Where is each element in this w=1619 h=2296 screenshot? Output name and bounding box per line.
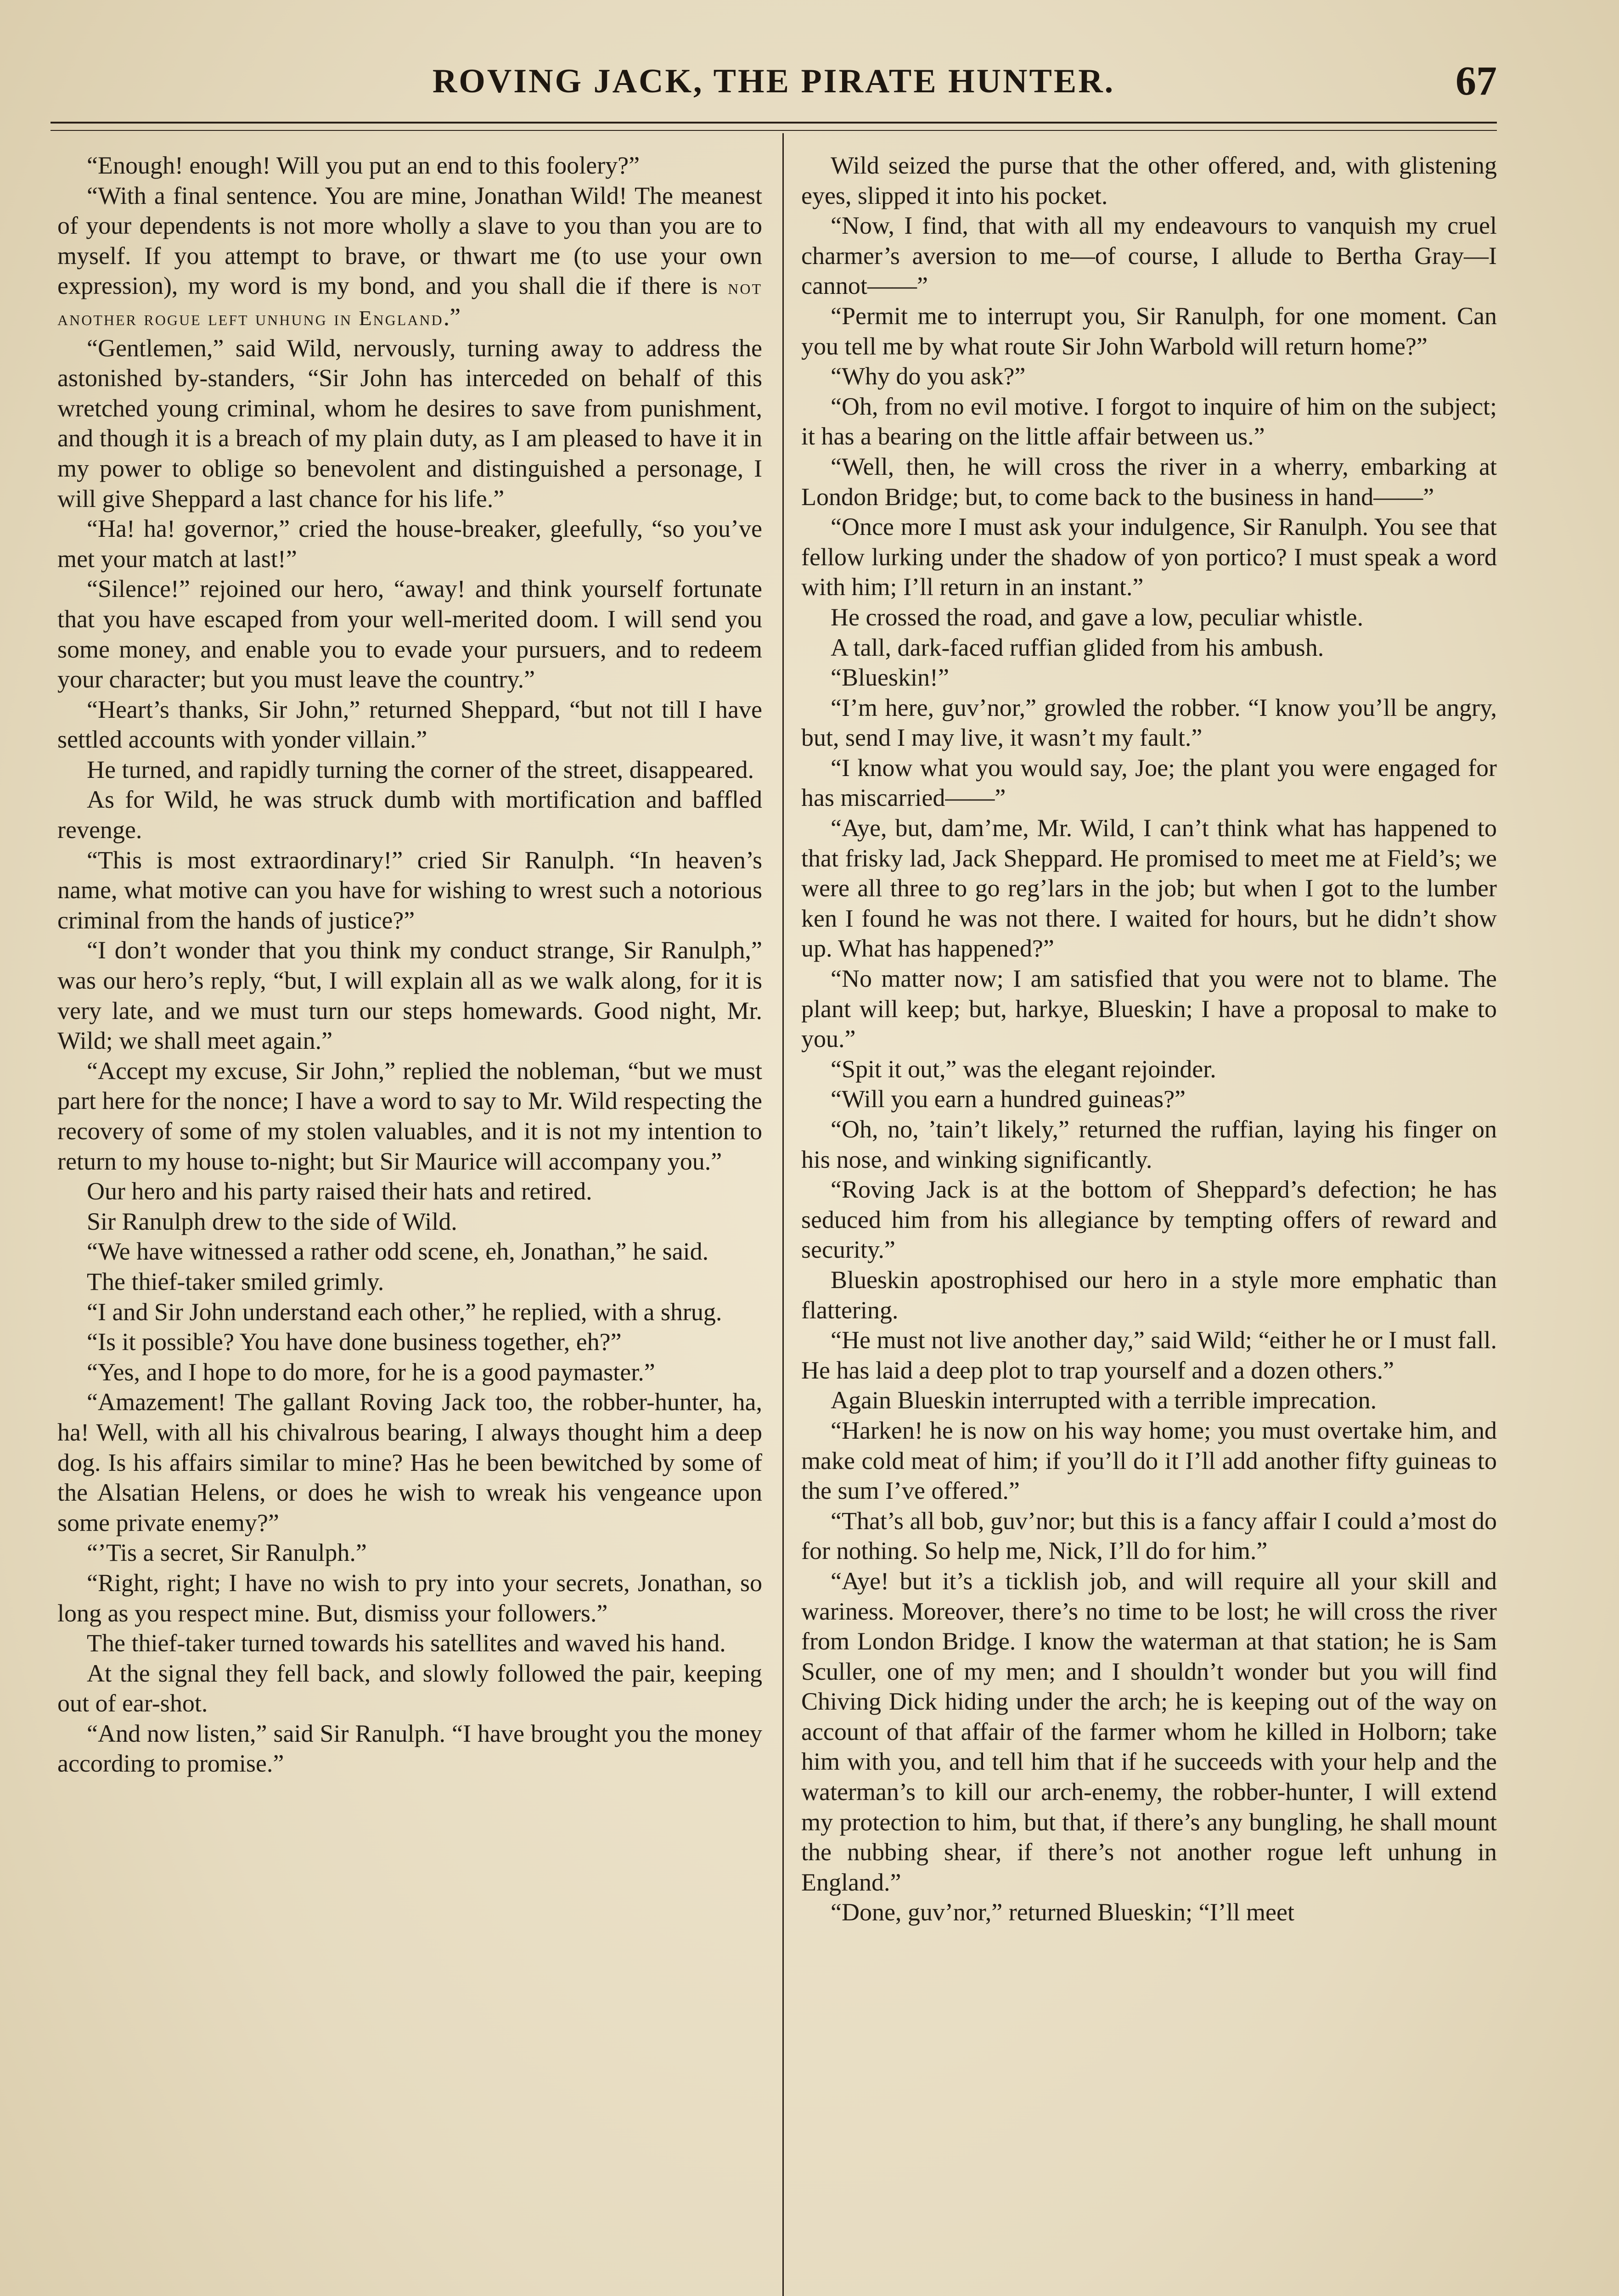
paragraph (801, 663, 1497, 693)
paragraph-text: “He must not live another day,” said Wild; “either he or I must fall. He has laid a deep plot to trap yourself and a dozen others.” (801, 1326, 1497, 1384)
paragraph (57, 1568, 762, 1628)
small-caps-phrase: not another rogue left unhung in England (57, 275, 762, 330)
paragraph-text: “Roving Jack is at the bottom of Sheppard’s defection; he has seduced him from his allegiance by tempting offers of reward and security.” (801, 1176, 1497, 1264)
paragraph (57, 845, 762, 936)
paragraph-text: “Now, I find, that with all my endeavours to vanquish my cruel charmer’s aversion to me—of course, I allude to Bertha Gray—I cannot——” (801, 212, 1497, 300)
paragraph (57, 1056, 762, 1176)
paragraph-text: Blueskin apostrophised our hero in a style more emphatic than flattering. (801, 1266, 1497, 1324)
paragraph (57, 1297, 762, 1328)
paragraph (57, 1387, 762, 1538)
paragraph-text: “I and Sir John understand each other,” he replied, with a shrug. (87, 1298, 722, 1326)
paragraph (801, 1325, 1497, 1385)
paragraph-text: “Oh, from no evil motive. I forgot to inquire of him on the subject; it has a bearing on the little affair between us.” (801, 392, 1497, 450)
paragraph-text: “Silence!” rejoined our hero, “away! and think yourself fortunate that you have escaped from your well-merited doom. I will send you some money, and enable you to evade your pursuers, and to redeem your character; but you must leave the country.” (57, 575, 762, 693)
paragraph (57, 151, 762, 181)
paragraph (801, 1054, 1497, 1085)
paragraph-text: “With a final sentence. You are mine, Jonathan Wild! The meanest of your dependents is not more wholly a slave to you than you are to myself. If you attempt to brave, or thwart me (to use your own expression), my word is my bond, and you shall die if there is (57, 181, 762, 300)
paragraph-text: “’Tis a secret, Sir Ranulph.” (87, 1539, 367, 1567)
paragraph-text: “Gentlemen,” said Wild, nervously, turning away to address the astonished by-standers, “Sir John has interceded on behalf of this wretched young criminal, whom he desires to save from punishment, and though it is a breach of my plain duty, as I am pleased to have it in my power to oblige so benevolent and distinguished a personage, I will give Sheppard a last chance for his life.” (57, 334, 762, 512)
paragraph-text: “Once more I must ask your indulgence, Sir Ranulph. You see that fellow lurking under the shadow of yon portico? I must speak a word with him; I’ll return in an instant.” (801, 513, 1497, 601)
paragraph-text: “Is it possible? You have done business together, eh?” (87, 1328, 622, 1356)
paragraph (57, 1719, 762, 1779)
paragraph (57, 1327, 762, 1357)
paragraph (57, 1628, 762, 1659)
paragraph (801, 602, 1497, 633)
paragraph (801, 211, 1497, 301)
paragraph-text: As for Wild, he was struck dumb with mortification and baffled revenge. (57, 786, 762, 844)
paragraph-text: “No matter now; I am satisfied that you were not to blame. The plant will keep; but, harkye, Blueskin; I have a proposal to make to you.” (801, 965, 1497, 1053)
paragraph (801, 1265, 1497, 1325)
paragraph-text: .” (443, 303, 461, 331)
paragraph (57, 1237, 762, 1267)
header-rule (51, 122, 1497, 131)
paragraph-text: “I don’t wonder that you think my conduct strange, Sir Ranulph,” was our hero’s reply, “but, I will explain all as we walk along, for it is very late, and we must turn our steps homewards. Good night, Mr. Wild; we shall meet again.” (57, 936, 762, 1055)
paragraph (57, 1207, 762, 1237)
paragraph (57, 785, 762, 845)
paragraph (801, 392, 1497, 452)
paragraph (801, 693, 1497, 753)
paragraph (801, 1566, 1497, 1898)
paragraph-text: “And now listen,” said Sir Ranulph. “I have brought you the money according to promise.” (57, 1719, 762, 1778)
column-divider (782, 133, 784, 2296)
paragraph-text: He crossed the road, and gave a low, peculiar whistle. (831, 603, 1364, 631)
paragraph-text: “Aye! but it’s a ticklish job, and will require all your skill and wariness. Moreover, there’s no time to be lost; he will cross the river from London Bridge. I know the waterman at that station; he is Sam Sculler, one of my men; and I shouldn’t wonder but you will find Chiving Dick hiding under the arch; he is keeping out of the way on account of that affair of the farmer whom he killed in Holborn; take him with you, and tell him that if he succeeds with your help and the waterman’s to kill our arch-enemy, the robber-hunter, I will extend my protection to him, but that, if there’s any bungling, he shall mount the nubbing shear, if there’s not another rogue left unhung in England.” (801, 1567, 1497, 1896)
right-column (801, 151, 1497, 2296)
paragraph (801, 301, 1497, 361)
paragraph (801, 753, 1497, 813)
paragraph (801, 1897, 1497, 1928)
paragraph (801, 151, 1497, 211)
paragraph-text: At the signal they fell back, and slowly followed the pair, keeping out of ear-shot. (57, 1659, 762, 1717)
paragraph (57, 1267, 762, 1297)
paragraph-text: “Why do you ask?” (831, 362, 1026, 390)
paragraph (801, 1416, 1497, 1506)
paragraph-text: “Amazement! The gallant Roving Jack too, the robber-hunter, ha, ha! Well, with all his chivalrous bearing, I always thought him a deep dog. Is his affairs similar to mine? Has he been bewitched by some of the Alsatian Helens, or does he wish to wreak his vengeance upon some private enemy?” (57, 1388, 762, 1536)
paragraph-text: He turned, and rapidly turning the corner of the street, disappeared. (87, 755, 754, 783)
paragraph (801, 1506, 1497, 1566)
paragraph-text: “Permit me to interrupt you, Sir Ranulph, for one moment. Can you tell me by what route Sir John Warbold will return home?” (801, 302, 1497, 360)
paragraph-text: “Done, guv’nor,” returned Blueskin; “I’ll meet (831, 1898, 1294, 1926)
paragraph-text: Our hero and his party raised their hats and retired. (87, 1177, 592, 1205)
paragraph-text: Wild seized the purse that the other offered, and, with glistening eyes, slipped it into his pocket. (801, 152, 1497, 209)
page-header (51, 57, 1497, 108)
paragraph (57, 1176, 762, 1207)
paragraph-text: “Harken! he is now on his way home; you must overtake him, and make cold meat of him; if you’ll do it I’ll add another fifty guineas to the sum I’ve offered.” (801, 1416, 1497, 1505)
paragraph (57, 935, 762, 1056)
paragraph (57, 755, 762, 785)
paragraph-text: Sir Ranulph drew to the side of Wild. (87, 1207, 457, 1235)
page-number: 67 (1456, 58, 1497, 104)
paragraph-text: “Yes, and I hope to do more, for he is a good paymaster.” (87, 1358, 655, 1386)
paragraph-text: “That’s all bob, guv’nor; but this is a fancy affair I could a’most do for nothing. So help me, Nick, I’ll do for him.” (801, 1507, 1497, 1565)
paragraph-text: “Blueskin!” (831, 664, 949, 692)
paragraph (57, 574, 762, 694)
paragraph-text: “Well, then, he will cross the river in a wherry, embarking at London Bridge; but, to come back to the business in hand——” (801, 452, 1497, 511)
paragraph-text: “Accept my excuse, Sir John,” replied the nobleman, “but we must part here for the nonce; I have a word to say to Mr. Wild respecting the recovery of some of my stolen valuables, and it is not my intention to return to my house to-night; but Sir Maurice will accompany you.” (57, 1057, 762, 1175)
paragraph (57, 1357, 762, 1388)
paragraph (57, 1659, 762, 1719)
paragraph-text: “Heart’s thanks, Sir John,” returned Sheppard, “but not till I have settled accounts with yonder villain.” (57, 695, 762, 754)
paragraph-text: The thief-taker smiled grimly. (87, 1267, 384, 1295)
paragraph (801, 1084, 1497, 1114)
paragraph-text: “Will you earn a hundred guineas?” (831, 1085, 1186, 1113)
paragraph (801, 512, 1497, 602)
paragraph (801, 1385, 1497, 1416)
paragraph (57, 695, 762, 755)
paragraph-text: “I know what you would say, Joe; the plant you were engaged for has miscarried——” (801, 754, 1497, 812)
paragraph (57, 333, 762, 514)
paragraph-text: “Right, right; I have no wish to pry into your secrets, Jonathan, so long as you respect mine. But, dismiss your followers.” (57, 1569, 762, 1627)
paragraph (801, 1114, 1497, 1175)
paragraph (801, 361, 1497, 392)
paragraph-text: “Ha! ha! governor,” cried the house-breaker, gleefully, “so you’ve met your match at last!” (57, 515, 762, 573)
paragraph-text: “Spit it out,” was the elegant rejoinder. (831, 1055, 1216, 1083)
paragraph (801, 964, 1497, 1054)
paragraph-text: “Enough! enough! Will you put an end to this foolery?” (87, 152, 640, 179)
paragraph (801, 813, 1497, 964)
paragraph (801, 1175, 1497, 1265)
paragraph-text: “This is most extraordinary!” cried Sir Ranulph. “In heaven’s name, what motive can you have for wishing to wrest such a notorious criminal from the hands of justice?” (57, 846, 762, 934)
paragraph (801, 452, 1497, 512)
paragraph (57, 1538, 762, 1568)
paragraph-text: Again Blueskin interrupted with a terrible imprecation. (831, 1386, 1377, 1414)
paragraph (57, 181, 762, 333)
paragraph-text: The thief-taker turned towards his satellites and waved his hand. (87, 1629, 726, 1657)
paragraph (801, 633, 1497, 663)
running-title: ROVING JACK, THE PIRATE HUNTER. (432, 62, 1115, 100)
paragraph-text: “Oh, no, ’tain’t likely,” returned the ruffian, laying his finger on his nose, and winking significantly. (801, 1115, 1497, 1173)
paragraph-text: “We have witnessed a rather odd scene, eh, Jonathan,” he said. (87, 1238, 709, 1266)
paragraph-text: “Aye, but, dam’me, Mr. Wild, I can’t think what has happened to that frisky lad, Jack Sheppard. He promised to meet me at Field’s; we were all three to go reg’lars in the job; but when I got to the lumber ken I found he was not there. I waited for hours, but he didn’t show up. What has happened?” (801, 814, 1497, 962)
paragraph (57, 514, 762, 574)
paragraph-text: “I’m here, guv’nor,” growled the robber. “I know you’ll be angry, but, send I may live, it wasn’t my fault.” (801, 693, 1497, 752)
paragraph-text: A tall, dark-faced ruffian glided from his ambush. (831, 633, 1324, 661)
left-column (57, 151, 762, 2296)
